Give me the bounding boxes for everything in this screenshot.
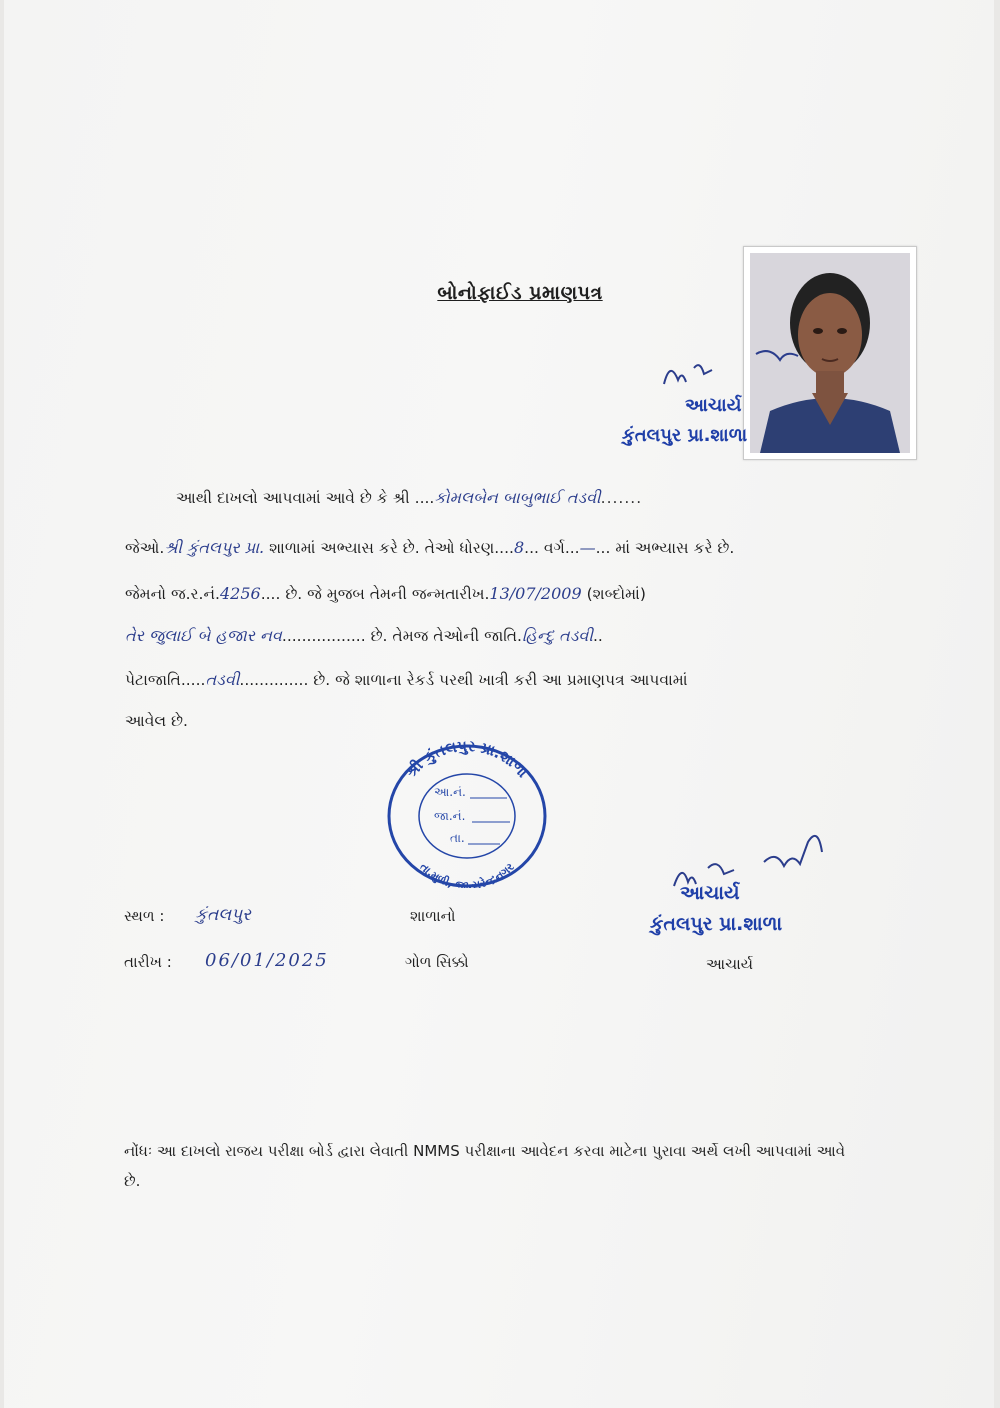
seal-row-2: જા.નં. — [434, 809, 466, 823]
principal-stamp-role: આચાર્ય — [680, 882, 740, 904]
line-3: જેમનો જ.ર.નં.4256.... છે. જે મુજબ તેમની જન્મતારીખ.13/07/2009 (શબ્દોમાં) — [125, 584, 646, 603]
photo-stamp-school: કુંતલપુર પ્રા.શાળા — [622, 425, 748, 446]
subcaste-value: તડવી — [205, 670, 240, 689]
birth-date-words: તેર જુલાઈ બે હજાર નવ — [125, 626, 282, 645]
date-label: તારીખ : — [124, 953, 172, 971]
line-2: જેઓ.શ્રી કુંતલપુર પ્રા. શાળામાં અભ્યાસ કરે છે. તેઓ ધોરણ....8... વર્ગ...—... માં અભ્યાસ કરે છે. — [125, 538, 735, 557]
line-1: આથી દાખલો આપવામાં આવે છે કે શ્રી ....કોમલબેન બાબુભાઈ તડવી....... — [176, 488, 643, 507]
school-name: શ્રી કુંતલપુર પ્રા. — [164, 538, 265, 557]
principal-stamp-school: કુંતલપુર પ્રા.શાળા — [650, 913, 783, 935]
svg-text:તા.મુળી, જી.સુરેન્દ્રનગર — [417, 860, 517, 888]
line-4: તેર જુલાઈ બે હજાર નવ................. છે. તેમજ તેઓની જાતિ.હિન્દુ તડવી.. — [125, 626, 603, 645]
date-value: 06/01/2025 — [205, 950, 329, 971]
svg-text:શ્રી કુંતલપુર પ્રા.શાળા — [402, 738, 532, 781]
class-value: — — [579, 538, 596, 557]
certificate-title: બોનોફાઈડ પ્રમાણપત્ર — [437, 282, 603, 304]
birth-date: 13/07/2009 — [489, 584, 582, 603]
certificate-page — [4, 0, 994, 1408]
seal-row-3: તા. — [450, 831, 465, 845]
school-round-seal — [382, 738, 552, 888]
student-name: કોમલબેન બાબુભાઈ તડવી — [434, 488, 601, 507]
place-value: કુંતલપુર — [195, 905, 251, 925]
footnote: નોંધઃ આ દાખલો રાજય પરીક્ષા બોર્ડ દ્વારા લેવાતી NMMS પરીક્ષાના આવેદન કરવા માટેના પુરાવા અર્થે લખી આપવામાં આવે છે. — [124, 1142, 846, 1190]
place-label: સ્થળ : — [124, 907, 165, 925]
seal-row-1: આ.નં. — [434, 785, 466, 799]
seal-bottom-text: તા.મુળી, જી.સુરેન્દ્રનગર — [417, 860, 517, 888]
caste-value: હિન્દુ તડવી — [522, 626, 593, 645]
seal-top-text: શ્રી કુંતલપુર પ્રા.શાળા — [402, 738, 532, 782]
register-number: 4256 — [219, 584, 261, 603]
seal-caption-1: શાળાનો — [410, 907, 456, 925]
principal-label: આચાર્ય — [706, 955, 754, 973]
seal-caption-2: ગોળ સિક્કો — [405, 953, 469, 971]
line-5: પેટાજાતિ.....તડવી.............. છે. જે શાળાના રેકર્ડ પરથી ખાત્રી કરી આ પ્રમાણપત્ર આપવામાં — [125, 670, 688, 689]
line-6: આવેલ છે. — [125, 712, 188, 730]
standard-value: 8 — [513, 538, 525, 557]
photo-stamp-role: આચાર્ય — [685, 395, 742, 416]
